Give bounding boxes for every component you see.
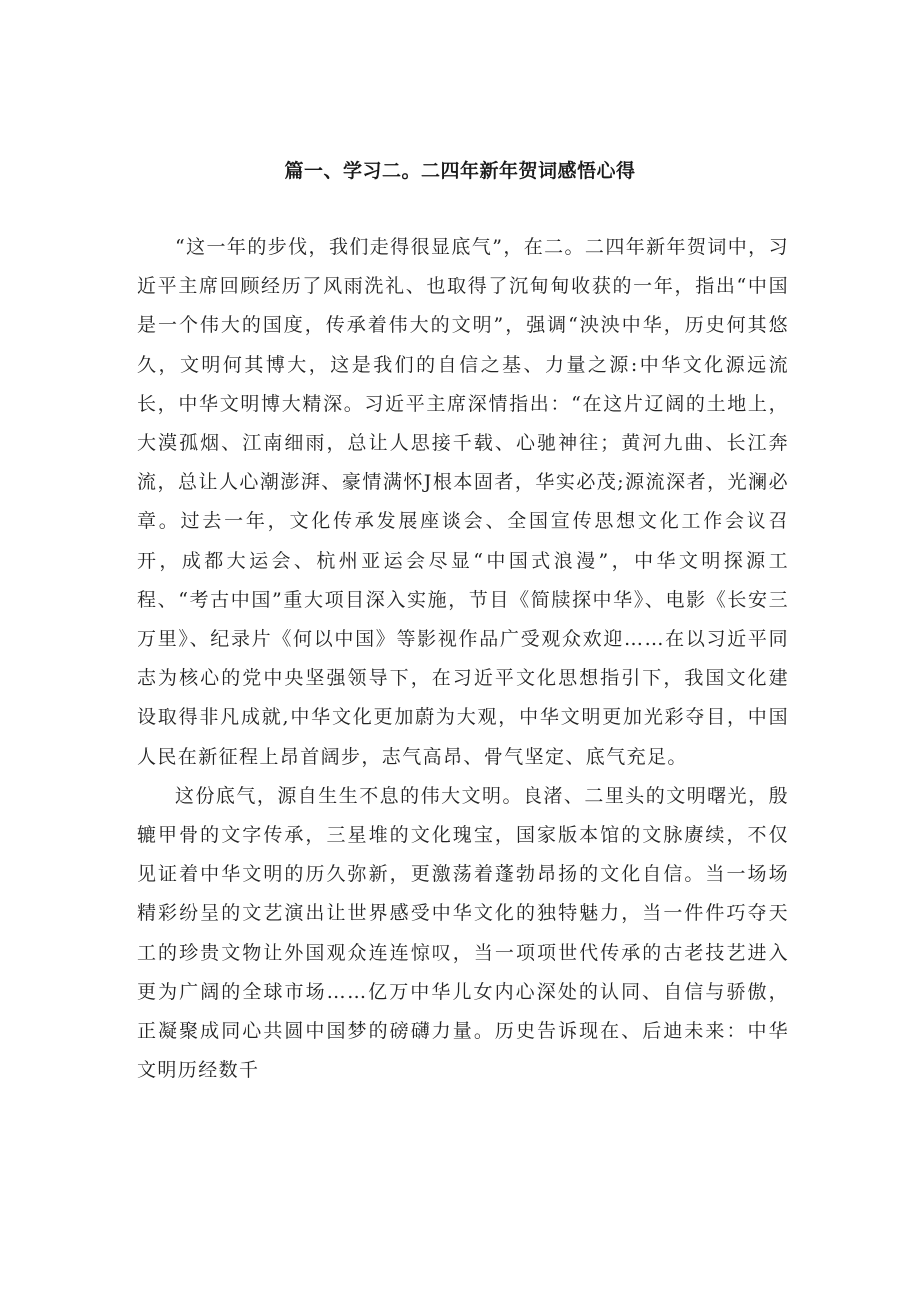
document-body — [137, 228, 789, 1090]
paragraph-1: “这一年的步伐，我们走得很显底气”，在二。二四年新年贺词中，习近平主席回顾经历了风雨洗礼、也取得了沉甸甸收获的一年，指出“中国是一个伟大的国度，传承着伟大的文明”，强调“泱泱中华，历史何其悠久，文明何其博大，这是我们的自信之基、力量之源:中华文化源远流长，中华文明博大精深。习近平主席深情指出：“在这片辽阔的土地上，大漠孤烟、江南细雨，总让人思接千载、心驰神往；黄河九曲、长江奔流，总让人心潮澎湃、豪情满怀J根本固者，华实必茂;源流深者，光澜必章。过去一年，文化传承发展座谈会、全国宣传思想文化工作会议召开，成都大运会、杭州亚运会尽显“中国式浪漫”，中华文明探源工程、“考古中国”重大项目深入实施，节目《简牍探中华》、电影《长安三万里》、纪录片《何以中国》等影视作品广受观众欢迎……在以习近平同志为核心的党中央坚强领导下，在习近平文化思想指引下，我国文化建设取得非凡成就,中华文化更加蔚为大观，中华文明更加光彩夺目，中国人民在新征程上昂首阔步，志气高昂、骨气坚定、底气充足。 — [137, 236, 789, 768]
paragraph-2: 这份底气，源自生生不息的伟大文明。良渚、二里头的文明曙光，殷辘甲骨的文字传承，三星堆的文化瑰宝，国家版本馆的文脉赓续，不仅见证着中华文明的历久弥新，更激荡着蓬勃昂扬的文化自信。当一场场精彩纷呈的文艺演出让世界感受中华文化的独特魅力，当一件件巧夺天工的珍贵文物让外国观众连连惊叹，当一项项世代传承的古老技艺进入更为广阔的全球市场……亿万中华儿女内心深处的认同、自信与骄傲，正凝聚成同心共圆中国梦的磅礴力量。历史告诉现在、后迪未来：中华文明历经数千 — [137, 784, 789, 1082]
document-title: 篇一、学习二。二四年新年贺词感悟心得 — [284, 160, 636, 182]
